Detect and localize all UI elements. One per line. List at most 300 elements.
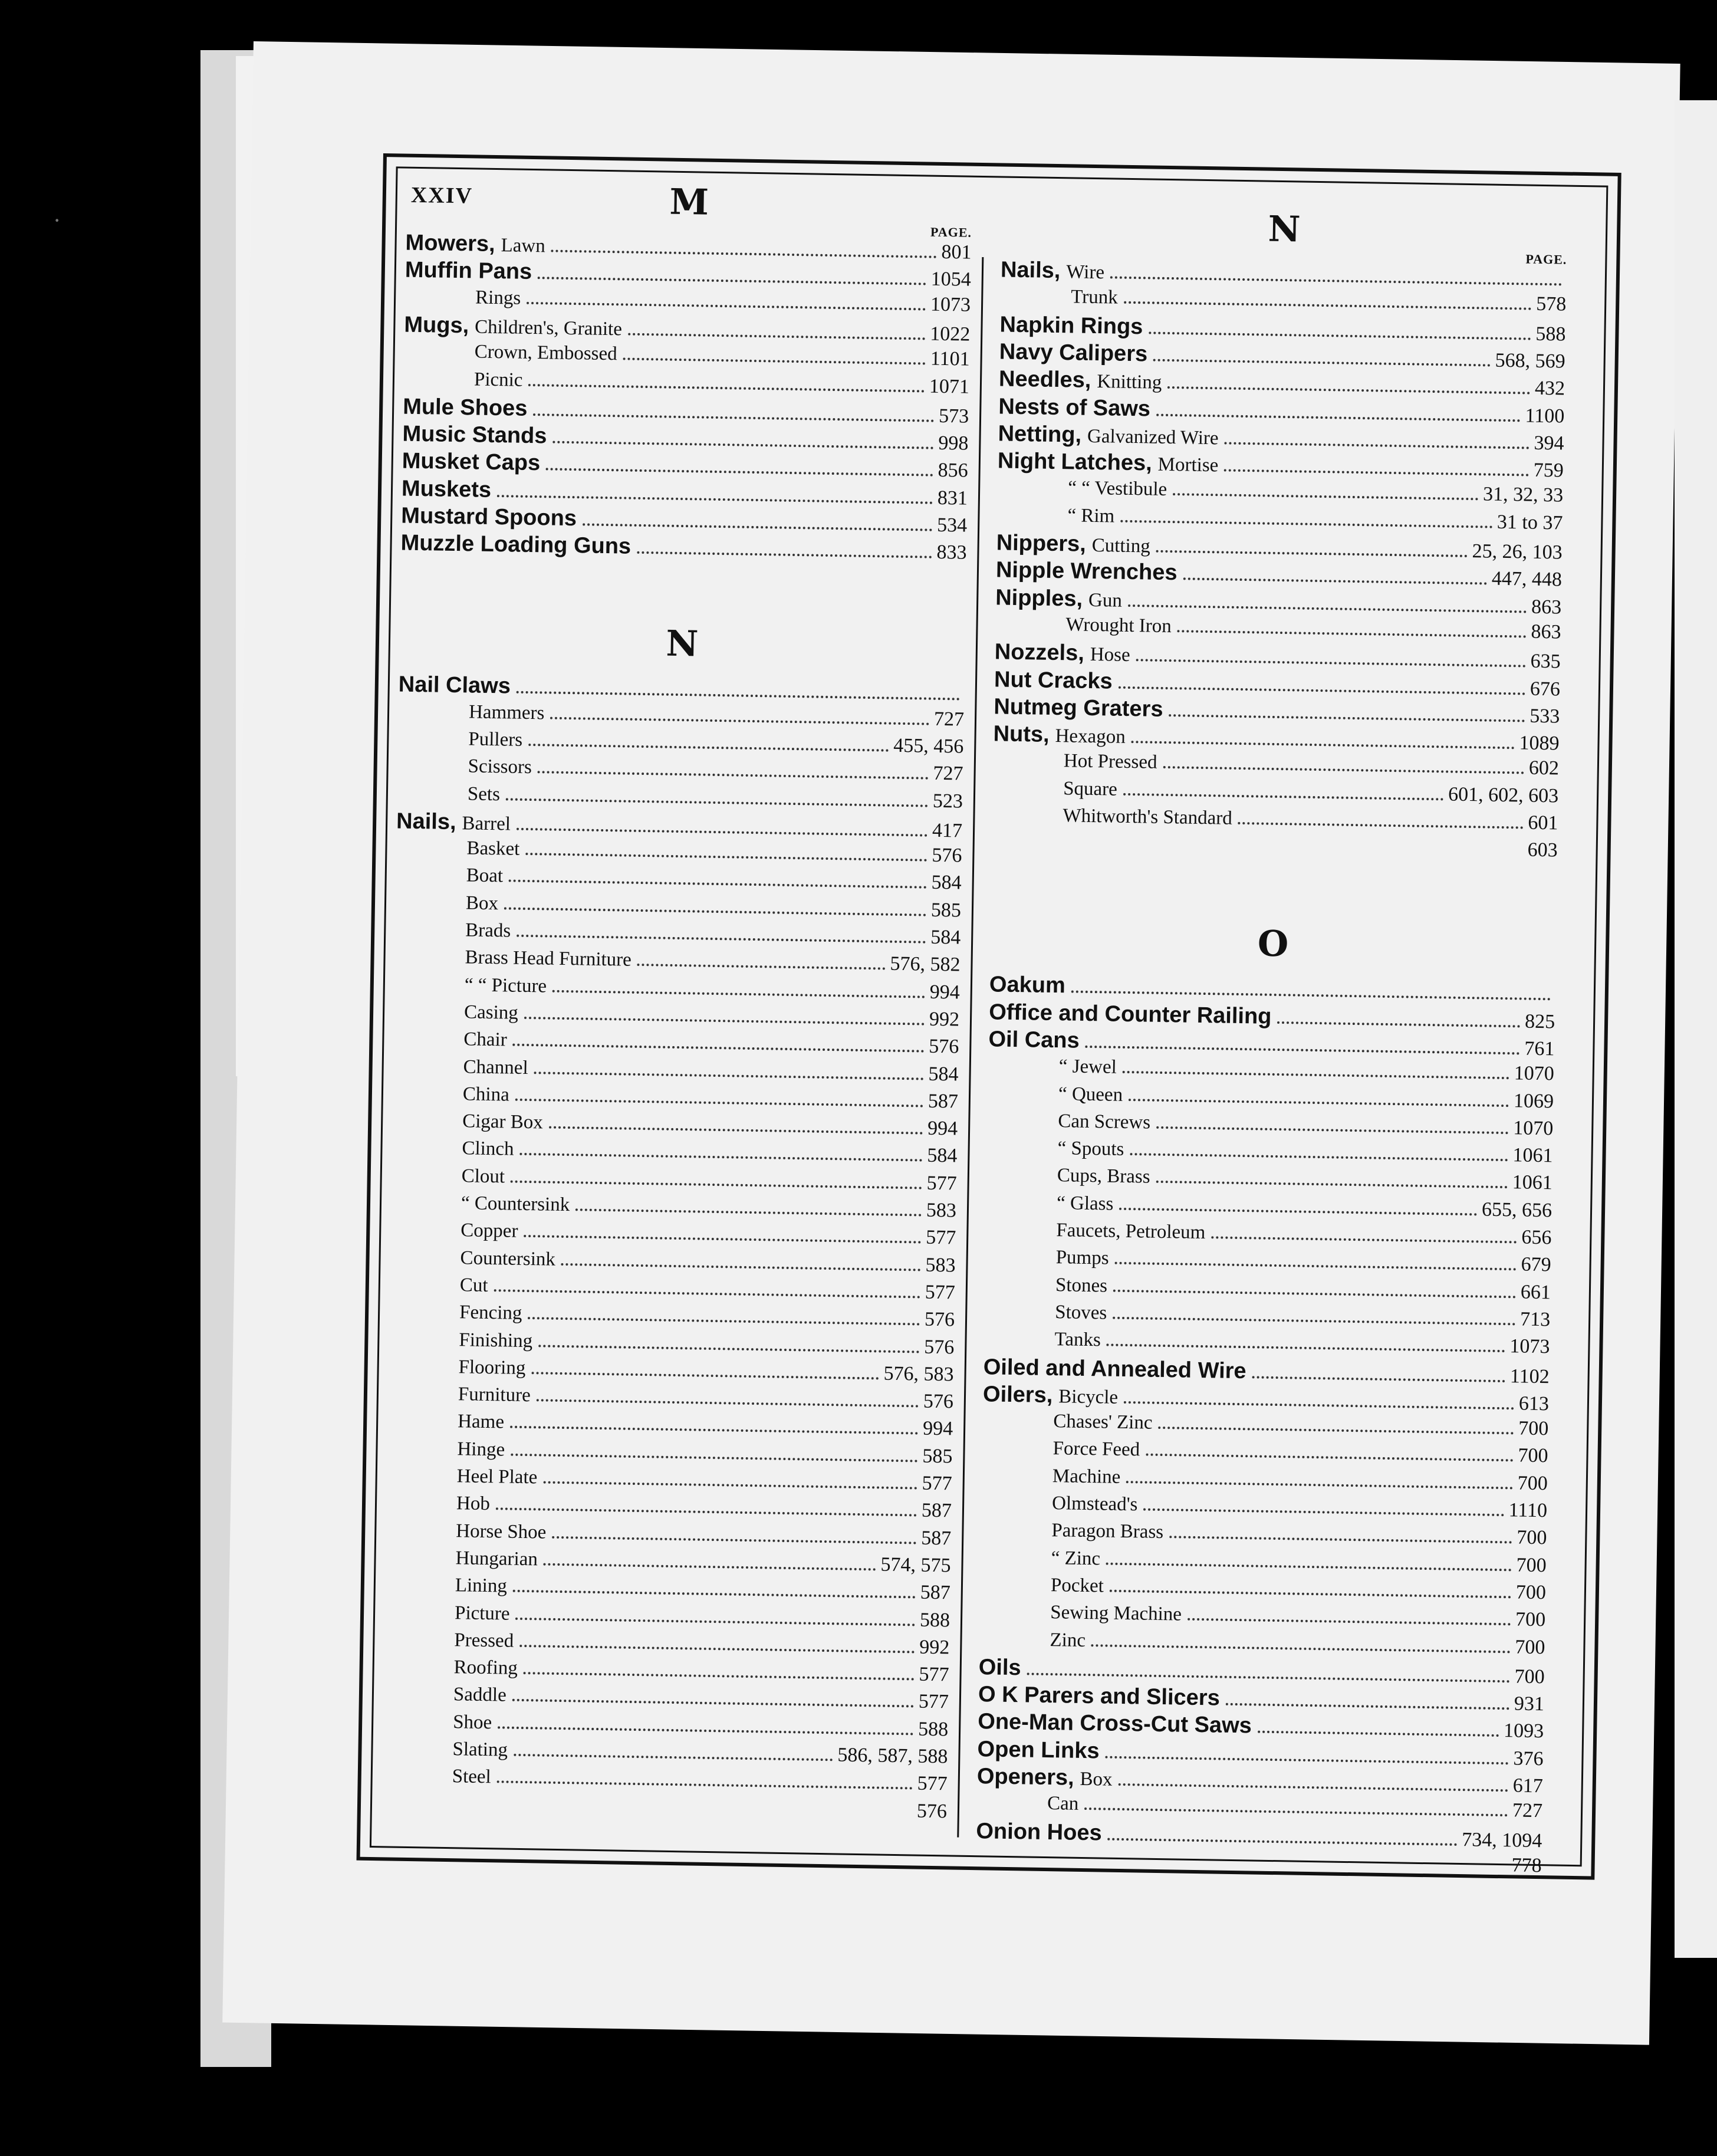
entry-subheading: “ Queen [1058,1083,1123,1106]
entry-subheading: Hungarian [455,1547,538,1570]
entry-subheading: Picture [454,1602,510,1625]
dot-leader [511,1180,922,1189]
entry-subheading: Barrel [462,813,511,835]
entry-subheading: Clout [461,1165,505,1188]
entry-page-number: 584 [927,1145,958,1167]
dot-leader [1126,1481,1513,1489]
entry-subheading: Channel [463,1056,528,1079]
entry-subheading: Olmstead's [1051,1493,1138,1516]
entry-page-number: 25, 26, 103 [1472,540,1563,564]
entry-heading: Office and Counter Railing [988,999,1272,1029]
entry-subheading: Pressed [454,1629,514,1652]
entry-page-number: 447, 448 [1491,567,1563,591]
entry-subheading: Mortise [1157,453,1219,476]
dot-leader [1084,1807,1508,1816]
entry-subheading: Basket [466,837,520,860]
entry-subheading: Hose [1090,644,1130,666]
entry-page-number: 801 [941,241,972,264]
dot-leader [1027,1672,1509,1682]
facing-page-edge [1675,100,1717,1958]
entry-heading: Night Latches, [997,448,1153,476]
entry-page-number: 992 [929,1008,960,1031]
dot-leader [504,907,926,916]
dot-leader [1119,686,1525,695]
dot-leader [628,333,925,340]
entry-subheading: Box [465,892,499,914]
dot-leader [506,798,928,807]
dot-leader [1123,1071,1509,1079]
dot-leader [528,744,889,752]
dot-leader [1153,359,1491,366]
entry-subheading: Countersink [460,1247,556,1270]
entry-page-number: 656 [1521,1226,1552,1249]
entry-subheading: Chair [463,1028,508,1051]
entry-subheading: Steel [452,1766,492,1788]
dot-leader [546,468,933,476]
entry-subheading: Clinch [462,1138,514,1161]
entry-subheading: “ Zinc [1051,1547,1101,1569]
dot-leader [498,1726,913,1735]
entry-heading: Netting, [998,421,1082,448]
entry-subheading: Cups, Brass [1057,1165,1150,1188]
entry-heading: Muskets [401,476,492,502]
entry-subheading: Pumps [1055,1247,1109,1269]
entry-page-number: 576 [929,1035,959,1058]
dot-leader [544,1563,876,1570]
dot-leader [531,1372,879,1379]
entry-page-number: 577 [925,1281,956,1304]
dot-leader [1129,1099,1509,1107]
dot-leader [1114,1262,1516,1271]
entry-heading: Muzzle Loading Guns [400,530,631,559]
entry-heading: Muffin Pans [404,257,532,285]
dot-leader [1188,1618,1511,1626]
entry-page-number: 1093 [1503,1720,1544,1743]
entry-page-number: 1073 [930,293,971,316]
entry-subheading: Saddle [453,1684,507,1706]
entry-page-number: 1101 [930,347,970,370]
entry-page-number: 31 to 37 [1496,511,1563,534]
entry-subheading: Brads [465,919,511,942]
dot-leader [527,301,926,310]
entry-page-number: 394 [1534,432,1564,455]
entry-page-number: 587 [921,1499,952,1522]
entry-page-number: 700 [1514,1665,1545,1688]
entry-subheading: Horse Shoe [456,1520,547,1543]
entry-page-number: 994 [927,1117,958,1140]
entry-heading: Oils [978,1654,1021,1681]
entry-page-number: 586, 587, 588 [837,1744,948,1768]
entry-subheading: Roofing [453,1657,518,1679]
entry-page-number: 1102 [1509,1365,1550,1388]
dot-leader [1158,1427,1514,1434]
entry-page-number: 573 [938,405,969,428]
dot-leader [549,1126,923,1135]
dot-leader [524,1672,915,1680]
entry-page-number: 577 [925,1226,956,1249]
entry-page-number: 1022 [930,323,971,346]
dot-leader [1224,442,1529,449]
entry-heading: Nails, [396,808,456,834]
dust-speck: · [53,207,61,234]
entry-page-number: 523 [932,790,963,813]
entry-page-number: 574, 575 [880,1553,951,1577]
entry-subheading: Furniture [458,1383,531,1406]
entry-page-number: 578 [1535,293,1567,315]
entry-subheading: Cutting [1091,534,1151,557]
dot-leader [528,1317,920,1325]
entry-page-number: 833 [936,541,967,564]
entry-subheading: Machine [1052,1465,1121,1488]
dot-leader [575,1208,922,1216]
entry-subheading: “ Rim [1067,504,1115,527]
entry-page-number: 576 [924,1336,955,1358]
dot-leader [1071,991,1551,1001]
entry-page-number: 734, 1094 [1462,1828,1542,1852]
dot-leader [1124,1401,1514,1409]
entry-page-number: 588 [1535,323,1566,346]
entry-subheading: Lawn [501,235,546,257]
entry-page-number: 613 [1518,1392,1550,1415]
dot-leader [538,277,926,285]
entry-page-number: 601, 602, 603 [1448,783,1559,807]
dot-leader [524,1017,925,1026]
dot-leader [552,990,925,998]
dot-leader [511,1453,917,1462]
entry-subheading: Zinc [1050,1629,1086,1651]
dot-leader [1169,1536,1512,1544]
entry-page-number: 700 [1515,1581,1547,1604]
dot-leader [515,1099,923,1107]
dot-leader [513,1590,916,1599]
dot-leader [1120,520,1492,528]
entry-subheading: Brass Head Furniture [465,946,632,971]
entry-page-number: 863 [1531,596,1562,619]
dot-leader [524,1235,921,1244]
section-letter: N [1268,208,1301,251]
entry-subheading: “ Countersink [461,1192,570,1216]
entry-page-number: 584 [928,1063,959,1086]
entry-subheading: Can [1047,1793,1079,1815]
entry-page-number: 585 [930,899,962,922]
entry-heading: Nipple Wrenches [995,557,1177,586]
entry-page-number: 585 [922,1445,953,1468]
entry-page-number: 713 [1519,1308,1551,1331]
entry-heading: Oilers, [982,1382,1053,1408]
entry-page-number: 576, 583 [883,1362,954,1386]
dot-leader [1107,1838,1457,1845]
entry-page-number: 576 [916,1800,948,1822]
entry-page-number: 577 [926,1172,957,1195]
entry-page-number: 31, 32, 33 [1482,483,1564,507]
entry-subheading: Bicycle [1058,1386,1119,1408]
entry-subheading: Sewing Machine [1050,1602,1182,1625]
entry-page-number: 533 [1529,705,1560,728]
entry-page-number: 588 [919,1609,950,1631]
entry-page-number: 1100 [1525,404,1565,428]
entry-page-number: 568, 569 [1495,349,1565,373]
entry-subheading: Gun [1088,589,1123,612]
entry-page-number: 1073 [1509,1335,1550,1358]
entry-page-number: 577 [919,1663,949,1686]
entry-page-number: 727 [933,762,963,785]
dot-leader [538,771,929,779]
dot-leader [1118,1783,1508,1792]
entry-subheading: Hob [456,1493,491,1515]
entry-page-number: 601 [1528,811,1558,834]
entry-subheading: Finishing [459,1329,533,1352]
entry-page-number: 661 [1520,1281,1551,1303]
dot-leader [525,853,927,862]
entry-page-number: 603 [1527,839,1558,862]
entry-heading: O K Parers and Slicers [978,1682,1221,1711]
entry-subheading: Tanks [1054,1329,1101,1351]
entry-page-number: 676 [1529,678,1561,700]
dot-leader [1106,1562,1512,1571]
dot-leader [1173,493,1478,500]
entry-subheading: Faucets, Petroleum [1056,1220,1206,1244]
entry-page-number: 679 [1521,1253,1551,1276]
entry-subheading: Hame [457,1411,505,1433]
dot-leader [1091,1644,1510,1653]
section-letter: N [666,623,699,665]
entry-heading: Napkin Rings [999,312,1143,339]
page-column-label: PAGE. [930,224,972,240]
dot-leader [1105,1756,1508,1764]
entry-page-number: 700 [1518,1444,1548,1467]
page-folio: XXIV [410,182,473,209]
dot-leader [1226,1703,1509,1710]
entry-subheading: Flooring [458,1356,526,1379]
entry-subheading: Pocket [1050,1574,1104,1597]
entry-page-number: 587 [920,1581,951,1604]
entry-heading: Nuts, [993,721,1050,747]
dot-leader [1136,659,1526,667]
dot-leader [1163,766,1524,774]
dot-leader [517,935,926,944]
entry-subheading: Scissors [468,755,532,778]
dot-leader [515,1617,915,1626]
dot-leader [534,1072,924,1080]
dot-leader [1113,1289,1516,1298]
dot-leader [583,523,932,531]
dot-leader [512,1699,914,1708]
entry-page-number: 700 [1517,1472,1548,1494]
entry-page-number: 577 [917,1772,948,1795]
dot-leader [623,358,926,365]
dot-leader [1156,550,1468,557]
entry-page-number: 576, 582 [890,952,961,976]
dot-leader [637,551,932,558]
entry-subheading: Whitworth's Standard [1063,805,1233,829]
dot-leader [1110,1590,1511,1599]
entry-page-number: 588 [917,1718,949,1741]
dot-leader [1156,1181,1507,1188]
dot-leader [538,1345,919,1353]
entry-page-number: 761 [1524,1037,1555,1060]
dot-leader [517,827,927,836]
entry-subheading: Pullers [468,728,523,751]
entry-page-number: 727 [933,708,965,731]
entry-subheading: Children's, Granite [474,316,623,340]
entry-heading: One-Man Cross-Cut Saws [978,1709,1252,1738]
entry-page-number: 617 [1512,1774,1544,1797]
entry-page-number: 583 [926,1199,957,1222]
entry-heading: Oiled and Annealed Wire [983,1354,1246,1383]
entry-page-number: 655, 656 [1481,1198,1552,1222]
dot-leader [1113,1317,1515,1326]
entry-page-number: 635 [1530,650,1561,673]
dot-leader [637,964,886,970]
entry-subheading: Hot Pressed [1063,750,1157,774]
entry-subheading: Rings [475,287,521,309]
entry-page-number: 1089 [1519,732,1560,755]
dot-leader [1107,1344,1505,1353]
entry-page-number: 576 [923,1390,954,1413]
entry-page-number: 577 [918,1690,949,1713]
entry-page-number: 587 [920,1527,952,1550]
dot-leader [550,717,929,725]
entry-page-number: 700 [1516,1554,1547,1576]
entry-page-number: 584 [930,926,961,949]
dot-leader [514,1754,833,1761]
entry-page-number: 534 [936,514,968,537]
entry-subheading: Trunk [1071,286,1119,308]
dot-leader [561,1263,921,1271]
entry-page-number: 931 [1514,1692,1545,1715]
dot-leader [1123,793,1443,801]
dot-leader [497,495,933,504]
entry-page-number: 432 [1534,377,1565,400]
entry-heading: Onion Hoes [976,1818,1102,1846]
entry-subheading: Crown, Embossed [474,341,617,365]
entry-heading: Oil Cans [988,1027,1080,1053]
dot-leader [1143,1508,1504,1517]
dot-leader [1252,1376,1505,1382]
entry-heading: Oakum [989,972,1066,998]
entry-subheading: Sets [467,783,501,805]
dot-leader [496,1508,917,1517]
dot-leader [528,383,924,392]
entry-page-number: 417 [932,819,963,842]
dot-leader [551,249,937,258]
entry-page-number: 831 [937,487,968,510]
entry-heading: Openers, [976,1764,1074,1790]
entry-page-number: 602 [1528,757,1560,780]
entry-heading: Navy Calipers [999,339,1148,367]
dot-leader [1156,413,1521,422]
entry-subheading: “ “ Vestibule [1067,477,1167,501]
entry-subheading: Fencing [459,1302,522,1325]
entry-subheading: Casing [463,1001,519,1024]
entry-page-number: 700 [1515,1635,1545,1658]
entry-subheading: Galvanized Wire [1087,425,1219,449]
entry-page-number: 1054 [930,268,972,291]
entry-heading: Music Stands [402,421,547,449]
entry-heading: Mule Shoes [402,394,528,421]
entry-page-number: 576 [932,844,962,867]
entry-subheading: Shoe [452,1711,492,1733]
entry-heading: Nippers, [996,530,1087,557]
entry-page-number: 1110 [1508,1499,1548,1522]
entry-subheading: Picnic [473,368,523,391]
dot-leader [537,1399,919,1407]
entry-subheading: Lining [455,1575,508,1597]
entry-subheading: Hexagon [1055,725,1126,748]
entry-subheading: Square [1063,777,1118,800]
dot-leader [543,1481,917,1490]
entry-page-number: 587 [927,1090,959,1113]
entry-subheading: Stones [1055,1274,1108,1297]
dot-leader [1124,301,1531,310]
entry-heading: Open Links [977,1736,1100,1764]
dot-leader [497,1781,913,1790]
entry-page-number: 998 [938,432,969,455]
entry-page-number: 1070 [1512,1117,1554,1140]
entry-heading: Nipples, [995,584,1083,612]
dot-leader [519,1645,915,1654]
entry-subheading: Can Screws [1058,1110,1151,1133]
section-letter: M [669,181,709,224]
dot-leader [1177,630,1527,637]
entry-subheading: Cigar Box [462,1110,544,1133]
dot-leader [1156,1126,1508,1134]
entry-page-number: 1070 [1514,1062,1555,1085]
entry-heading: Nutmeg Graters [994,694,1163,722]
entry-page-number: 994 [929,981,961,1004]
entry-subheading: Hammers [468,701,545,724]
dot-leader [1110,276,1562,285]
dot-leader [494,1289,920,1298]
entry-subheading: Box [1080,1768,1113,1790]
entry-subheading: Hinge [457,1438,505,1461]
entry-page-number: 584 [931,872,962,894]
entry-subheading: Force Feed [1052,1438,1140,1461]
dot-leader [1224,469,1529,476]
dot-leader [1146,1454,1513,1462]
dot-leader [1167,386,1530,395]
entry-page-number: 576 [924,1308,955,1331]
entry-subheading: Cut [459,1274,488,1296]
entry-heading: Nails, [1000,257,1061,284]
dot-leader [1128,604,1527,613]
entry-page-number: 778 [1511,1854,1542,1877]
entry-subheading: Chases' Zinc [1053,1411,1153,1434]
dot-leader [1277,1021,1520,1027]
entry-page-number: 727 [1512,1799,1543,1822]
entry-page-number: 1061 [1512,1171,1553,1194]
dot-leader [552,1536,916,1544]
entry-subheading: “ Jewel [1058,1056,1117,1078]
page-column-label: PAGE. [1525,251,1567,267]
entry-page-number: 700 [1518,1417,1549,1440]
index-frame [357,153,1621,1880]
dot-leader [552,441,933,449]
dot-leader [1183,578,1486,585]
entry-page-number: 856 [938,459,968,482]
dot-leader [1130,1153,1508,1161]
entry-subheading: Boat [466,865,504,887]
entry-page-number: 825 [1524,1010,1555,1033]
entry-page-number: 455, 456 [893,734,964,758]
dot-leader [513,1044,925,1053]
dot-leader [1131,741,1515,749]
entry-page-number: 376 [1513,1747,1544,1770]
dot-leader [510,1426,918,1435]
entry-heading: Nut Cracks [994,666,1113,694]
dot-leader [1211,1236,1517,1243]
dot-leader [1085,1046,1519,1055]
